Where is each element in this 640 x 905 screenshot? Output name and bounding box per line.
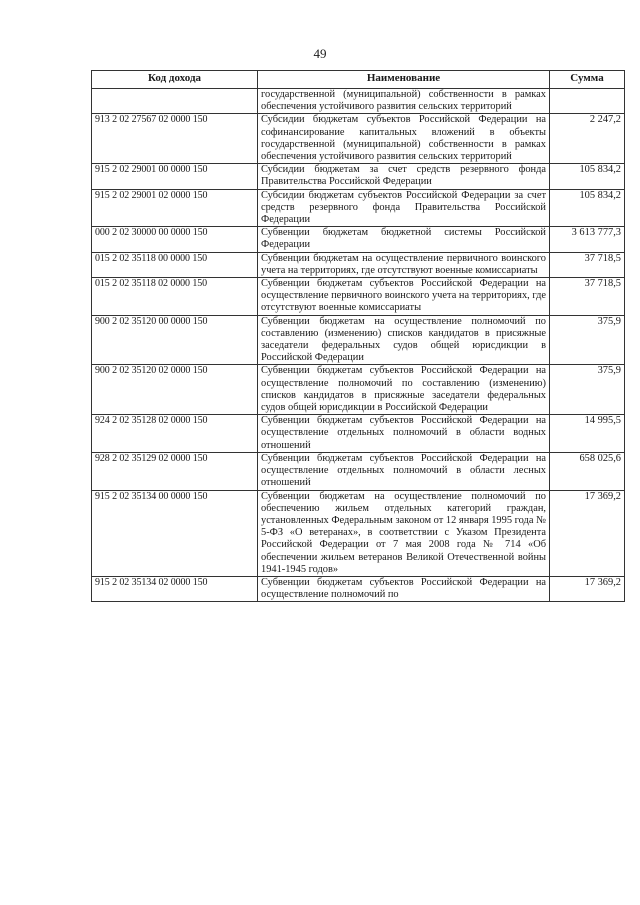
- table-header-row: [92, 71, 625, 89]
- revenue-code: 015 2 02 35118 02 0000 150: [92, 278, 258, 316]
- table-row: [92, 278, 625, 316]
- table-row: [92, 227, 625, 252]
- revenue-sum: 37 718,5: [550, 278, 625, 316]
- table-row: [92, 114, 625, 164]
- revenue-sum: 2 247,2: [550, 114, 625, 164]
- revenue-name: Субвенции бюджетам на осуществление полномочий по обеспечению жильем отдельных категорий граждан, установленных Федеральным законом от 12 января 1995 года № 5-ФЗ «О ветеранах», в соответствии с Указом Президента Российской Федерации от 7 мая 2008 года № 714 «Об обеспечении жильем ветеранов Великой Отечественной войны 1941-1945 годов»: [258, 490, 550, 576]
- revenue-name: Субсидии бюджетам субъектов Российской Федерации на софинансирование капитальных вложений в объекты государственной (муниципальной) собственности в рамках обеспечения устойчивого развития сельских территорий: [258, 114, 550, 164]
- header-name: Наименование: [258, 71, 550, 89]
- header-sum: Сумма: [550, 71, 625, 89]
- table-row: [92, 415, 625, 453]
- revenue-code: [92, 89, 258, 114]
- revenue-table: [91, 70, 625, 602]
- revenue-sum: 658 025,6: [550, 452, 625, 490]
- header-code: Код дохода: [92, 71, 258, 89]
- revenue-name: Субвенции бюджетам субъектов Российской Федерации на осуществление полномочий по: [258, 576, 550, 601]
- revenue-code: 915 2 02 35134 02 0000 150: [92, 576, 258, 601]
- revenue-sum: 17 369,2: [550, 490, 625, 576]
- revenue-sum: 375,9: [550, 365, 625, 415]
- revenue-code: 915 2 02 29001 00 0000 150: [92, 164, 258, 189]
- revenue-name: Субвенции бюджетам субъектов Российской Федерации на осуществление отдельных полномочий в области лесных отношений: [258, 452, 550, 490]
- revenue-name: Субвенции бюджетам бюджетной системы Российской Федерации: [258, 227, 550, 252]
- revenue-sum: [550, 89, 625, 114]
- revenue-code: 915 2 02 35134 00 0000 150: [92, 490, 258, 576]
- revenue-sum: 17 369,2: [550, 576, 625, 601]
- revenue-name: Субсидии бюджетам субъектов Российской Федерации за счет средств резервного фонда Правительства Российской Федерации: [258, 189, 550, 227]
- table-row: [92, 315, 625, 365]
- table-row: [92, 365, 625, 415]
- revenue-name: государственной (муниципальной) собственности в рамках обеспечения устойчивого развития сельских территорий: [258, 89, 550, 114]
- revenue-name: Субсидии бюджетам за счет средств резервного фонда Правительства Российской Федерации: [258, 164, 550, 189]
- table-row: [92, 89, 625, 114]
- page-number: 49: [313, 46, 327, 61]
- revenue-code: 913 2 02 27567 02 0000 150: [92, 114, 258, 164]
- revenue-code: 900 2 02 35120 02 0000 150: [92, 365, 258, 415]
- table-row: [92, 189, 625, 227]
- table-row: [92, 490, 625, 576]
- revenue-code: 924 2 02 35128 02 0000 150: [92, 415, 258, 453]
- revenue-name: Субвенции бюджетам на осуществление первичного воинского учета на территориях, где отсутствуют военные комиссариаты: [258, 252, 550, 277]
- table-row: [92, 164, 625, 189]
- revenue-sum: 37 718,5: [550, 252, 625, 277]
- table-row: [92, 452, 625, 490]
- revenue-code: 915 2 02 29001 02 0000 150: [92, 189, 258, 227]
- revenue-name: Субвенции бюджетам субъектов Российской Федерации на осуществление полномочий по составлению (изменению) списков кандидатов в присяжные заседатели федеральных судов общей юрисдикции в Российской Федерации: [258, 365, 550, 415]
- table-row: [92, 252, 625, 277]
- revenue-sum: 14 995,5: [550, 415, 625, 453]
- revenue-name: Субвенции бюджетам субъектов Российской Федерации на осуществление первичного воинского учета на территориях, где отсутствуют военные комиссариаты: [258, 278, 550, 316]
- revenue-code: 015 2 02 35118 00 0000 150: [92, 252, 258, 277]
- revenue-code: 900 2 02 35120 00 0000 150: [92, 315, 258, 365]
- revenue-code: 000 2 02 30000 00 0000 150: [92, 227, 258, 252]
- table-row: [92, 576, 625, 601]
- revenue-name: Субвенции бюджетам на осуществление полномочий по составлению (изменению) списков кандидатов в присяжные заседатели федеральных судов общей юрисдикции в Российской Федерации: [258, 315, 550, 365]
- revenue-sum: 105 834,2: [550, 189, 625, 227]
- revenue-sum: 375,9: [550, 315, 625, 365]
- revenue-code: 928 2 02 35129 02 0000 150: [92, 452, 258, 490]
- revenue-name: Субвенции бюджетам субъектов Российской Федерации на осуществление отдельных полномочий в области водных отношений: [258, 415, 550, 453]
- revenue-sum: 3 613 777,3: [550, 227, 625, 252]
- revenue-sum: 105 834,2: [550, 164, 625, 189]
